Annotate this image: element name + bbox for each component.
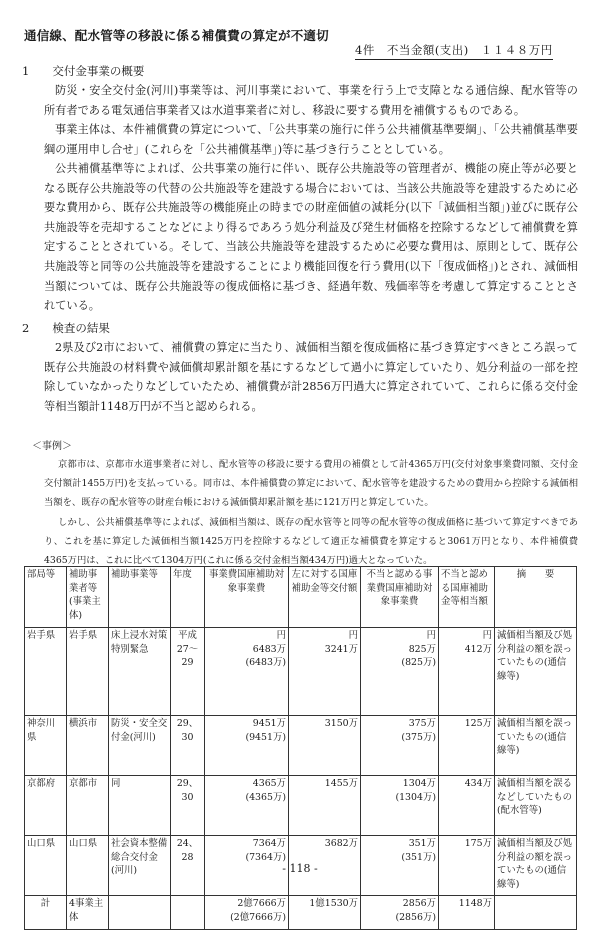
improper-cell: 351万 [408, 838, 436, 849]
improper-grant-cell: 412万 [464, 643, 492, 655]
year-cell: 29、30 [176, 778, 199, 803]
table-cell [171, 628, 205, 716]
table-cell [25, 776, 67, 836]
improper-amount-summary: 4件 不当金額(支出) １１４８万円 [355, 42, 553, 60]
table-cell [25, 716, 67, 776]
table-cell [67, 716, 109, 776]
total-cost-sub: (2億7666万) [230, 911, 286, 923]
table-cell [439, 776, 495, 836]
grant-cell: 3241万 [324, 643, 358, 655]
entity-cell: 山口県 [69, 838, 98, 849]
table-cell [361, 716, 439, 776]
column-header: 事業費国庫補助対象事業費 [205, 567, 289, 628]
table-cell [67, 628, 109, 716]
table-cell [25, 628, 67, 716]
table-header-row [25, 567, 577, 628]
table-row [25, 776, 577, 836]
table-cell [495, 776, 577, 836]
entity-cell: 岩手県 [69, 630, 98, 641]
section-2-paragraph: 2県及び2市において、補償費の算定に当たり、減価相当額を復成価格に基づき算定すべきところ誤って既存公共施設の材料費や減価償却累計額を基にするなどして過小に算定していたり、処分利益の一部を控除していなかったりなどしていたため、補償費が計2856万円過大に算定されていて、これらに係る交付金等相当額計1148万円が不当と認められる。 [44, 341, 578, 413]
table-cell [361, 628, 439, 716]
improper-sub-cell: (351万) [401, 851, 436, 863]
improper-sub-cell: (375万) [401, 731, 436, 743]
table-cell [205, 716, 289, 776]
year-cell: 24、28 [176, 838, 199, 863]
total-improper-grant: 1148万 [458, 898, 492, 909]
grant-cell: 3150万 [324, 718, 358, 729]
total-entity: 4事業主体 [69, 898, 104, 923]
grant-cell: 3682万 [324, 838, 358, 849]
unit-label: 円 [426, 630, 436, 641]
column-header: 不当と認める事業費国庫補助対象事業費 [361, 567, 439, 628]
improper-grant-cell: 175万 [464, 838, 492, 849]
section-2-heading: 2 検査の結果 [22, 321, 110, 335]
cost-cell: 6483万 [252, 643, 286, 655]
year-cell: 29、30 [176, 718, 199, 743]
improper-cell: 825万 [408, 643, 436, 655]
total-cost: 2億7666万 [237, 898, 286, 909]
column-header: 左に対する国庫補助金等交付額 [289, 567, 361, 628]
table-cell [109, 716, 171, 776]
table-cell [205, 628, 289, 716]
improper-cell: 1304万 [402, 778, 436, 789]
project-cell: 床上浸水対策特別緊急 [111, 630, 168, 655]
improper-sub-cell: (1304万) [395, 791, 436, 803]
table-cell [171, 716, 205, 776]
table-cell [67, 776, 109, 836]
column-header: 補助事業等 [109, 567, 171, 628]
bureau-cell: 山口県 [27, 838, 56, 849]
section-1-paragraph: 防災・安全交付金(河川)事業等は、河川事業において、事業を行う上で支障となる通信線、配水管等の所有者である電気通信事業者又は水道事業者に対し、移設に要する費用を補償するものである。 [44, 84, 578, 117]
project-cell: 社会資本整備総合交付金(河川) [111, 838, 168, 876]
improper-cases-table [24, 566, 577, 930]
total-label: 計 [40, 898, 51, 909]
table-cell [205, 776, 289, 836]
project-cell: 同 [111, 778, 121, 789]
improper-grant-cell: 125万 [464, 718, 492, 729]
unit-label: 円 [348, 630, 358, 641]
table-row [25, 716, 577, 776]
table-row [25, 628, 577, 716]
cost-cell: 4365万 [252, 778, 286, 789]
unit-label: 円 [482, 630, 492, 641]
example-paragraph: 京都市は、京都市水道事業者に対し、配水管等の移設に要する費用の補償として計4365万円(交付対象事業費同額、交付金交付額計1455万円)を支払っている。同市は、本件補償費の算定において、配水管等を建設するための費用から控除する減価相当額を、既存の配水管等の財産台帳における減価償却累計額を基に121万円と算定していた。 [44, 459, 578, 508]
cost-sub-cell: (6483万) [245, 657, 286, 668]
total-grant: 1億1530万 [309, 898, 358, 909]
table-cell [109, 628, 171, 716]
bureau-cell: 神奈川県 [27, 718, 56, 743]
cost-cell: 7364万 [252, 838, 286, 849]
section-1-paragraph: 事業主体は、本件補償費の算定について、「公共事業の施行に伴う公共補償基準要綱」、「公共補償基準要綱の運用申し合せ」(これらを「公共補償基準」)等に基づき行うこととしている。 [44, 123, 578, 156]
table-cell [495, 628, 577, 716]
cost-sub-cell: (4365万) [245, 791, 286, 803]
improper-sub-cell: (825万) [401, 657, 436, 668]
cost-cell: 9451万 [252, 718, 286, 729]
column-header: 部局等 [25, 567, 67, 628]
note-cell: 減価相当額を誤るなどしていたもの(配水管等) [497, 778, 573, 816]
year-cell: 平成27～29 [176, 630, 199, 668]
unit-label: 円 [276, 630, 286, 641]
example-label: ＜事例＞ [32, 441, 72, 452]
project-cell: 防災・安全交付金(河川) [111, 718, 168, 743]
table-cell [495, 716, 577, 776]
bureau-cell: 京都府 [27, 778, 56, 789]
table-cell [171, 776, 205, 836]
column-header: 補助事業者等(事業主体) [67, 567, 109, 628]
grant-cell: 1455万 [324, 778, 358, 789]
note-cell: 減価相当額を誤っていたもの(通信線等) [497, 718, 573, 756]
section-1-paragraph: 公共補償基準等によれば、公共事業の施行に伴い、既存公共施設等の管理者が、機能の廃止等が必要となる既存公共施設等の代替の公共施設等を建設する場合においては、当該公共施設等を建設するために必要な費用から、既存公共施設等の機能廃止の時までの財産価値の減耗分(以下「減価相当額」)並びに既存公共施設等を売却することなどにより得るであろう処分利益及び発生材価格を控除するなどして補償費を算定することとされている。そして、当該公共施設等を建設するために必要な費用は、原則として、既存公共施設等と同等の公共施設等を建設することにより機能回復を行う費用(以下「復成価格」)とされ、減価相当額については、既存公共施設等の復成価格に基づき、経過年数、残価率等を考慮して算定することとされている。 [44, 162, 578, 313]
total-improper: 2856万 [402, 898, 436, 909]
table-cell [439, 716, 495, 776]
page-number: - 118 - [282, 862, 318, 875]
table-cell [439, 628, 495, 716]
improper-cell: 375万 [408, 718, 436, 729]
improper-grant-cell: 434万 [464, 778, 492, 789]
column-header: 摘 要 [495, 567, 577, 628]
example-paragraph: しかし、公共補償基準等によれば、減価相当額は、既存の配水管等と同等の配水管等の復成価格に基づいて算定すべきであり、これを基に算定した減価相当額1425万円を控除するなどして適正な補償費を算定すると3061万円となり、本件補償費4365万円は、これに比べて1304万円(これに係る交付金相当額434万円)過大となっていた。 [44, 517, 578, 566]
table-cell [289, 716, 361, 776]
note-cell: 減価相当額及び処分利益の額を誤っていたもの(通信線等) [497, 838, 573, 890]
entity-cell: 京都市 [69, 778, 98, 789]
table-cell [361, 776, 439, 836]
table-body [25, 628, 577, 930]
cost-sub-cell: (7364万) [245, 851, 286, 863]
table-cell [289, 628, 361, 716]
column-header: 不当と認める国庫補助金等相当額 [439, 567, 495, 628]
note-cell: 減価相当額及び処分利益の額を誤っていたもの(通信線等) [497, 630, 573, 682]
total-improper-sub: (2856万) [395, 911, 436, 923]
table-cell [289, 776, 361, 836]
cost-sub-cell: (9451万) [245, 731, 286, 743]
table-cell [109, 776, 171, 836]
entity-cell: 横浜市 [69, 718, 98, 729]
document-title: 通信線、配水管等の移設に係る補償費の算定が不適切 [24, 28, 329, 43]
section-1-heading: 1 交付金事業の概要 [22, 64, 145, 78]
bureau-cell: 岩手県 [27, 630, 56, 641]
column-header: 年度 [171, 567, 205, 628]
